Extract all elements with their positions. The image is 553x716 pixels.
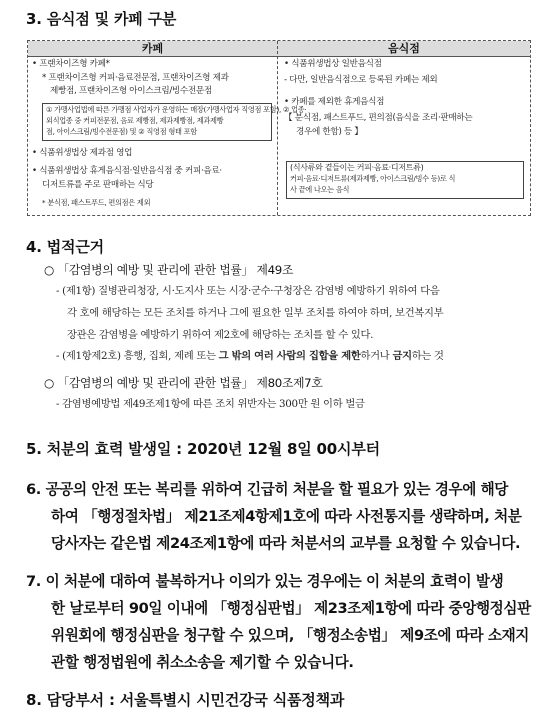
restaurant-note-box (286, 161, 524, 199)
law-reference: ○ 「감염병의 예방 및 관리에 관한 법률」 제80조제7호 (44, 376, 323, 390)
cafe-note-box (42, 103, 307, 141)
cafe-line: • 식품위생법상 휴게음식점·일반음식점 중 커피·음료· (32, 166, 222, 176)
section-6-line: 6. 공공의 안전 또는 복리를 위하여 긴급히 처분을 할 필요가 있는 경우에 해당 (26, 481, 508, 498)
column-divider (277, 41, 278, 215)
restaurant-line: - 다만, 일반음식점으로 등록된 카페는 제외 (284, 75, 438, 85)
section-7-line: 위원회에 행정심판을 청구할 수 있으며, 「행정소송법」 제9조에 따라 소재지 (51, 627, 529, 644)
restaurant-line: 경우에 한함) 등 】 (296, 127, 363, 137)
restaurant-note-line: (식사류와 곁들이는 커피·음료·디저트류) (290, 163, 424, 172)
section-6-line: 당사자는 같은법 제24조제1항에 따라 처분서의 교부를 요청할 수 있습니다. (51, 535, 521, 552)
restaurant-line: 【 분식점, 패스트푸드, 편의점(음식을 조리·판매하는 (284, 113, 473, 123)
restaurant-note-line: 커피·음료·디저트류(제과제빵, 아이스크림/빙수 등)로 식 (290, 174, 456, 183)
cafe-line: • 프랜차이즈형 카페* (32, 59, 110, 69)
law-text-line: 각 호에 해당하는 모든 조치를 하거나 그에 필요한 일부 조치를 하여야 하며, 보건복지부 (67, 307, 444, 319)
restaurant-line: • 식품위생법상 일반음식점 (284, 59, 382, 69)
cafe-note-line: ① 가맹사업법에 따른 가맹점 사업자가 운영하는 매장(가맹사업자 직영점 포함), ② 업종· (46, 105, 307, 114)
cafe-line: 제빵점, 프랜차이즈형 아이스크림/빙수전문점 (50, 86, 212, 96)
section-7-line: 한 날로부터 90일 이내에 「행정심판법」 제23조제1항에 따라 중앙행정심판 (51, 600, 531, 617)
law-text-emphasis: 금지 (392, 350, 412, 362)
law-text-line: - 감염병예방법 제49조제1항에 따른 조치 위반자는 300만 원 이하 벌금 (56, 398, 365, 410)
law-text-part: - (제1항제2호) 흥행, 집회, 제례 또는 (56, 350, 219, 362)
table-header (28, 41, 530, 57)
cafe-line: • 식품위생법상 제과점 영업 (32, 148, 133, 158)
cafe-note-line: 외식업종 중 커피전문점, 음료 제빵점, 제과제빵점, 제과제빵 (46, 116, 224, 125)
section-6-line: 하여 「행정절차법」 제21조제4항제1호에 따라 사전통지를 생략하며, 처분 (51, 508, 522, 525)
header-restaurant: 음식점 (388, 42, 420, 55)
law-text-line: 장관은 감염병을 예방하기 위하여 제2호에 해당하는 조치를 할 수 있다. (67, 329, 374, 341)
law-text-part: 하거나 (360, 350, 393, 362)
restaurant-note-line: 사 끝에 나오는 음식 (290, 185, 350, 194)
law-text-part: 하는 것 (411, 350, 444, 362)
law-reference: ○ 「감염병의 예방 및 관리에 관한 법률」 제49조 (44, 263, 294, 277)
section-4-title: 4. 법적근거 (26, 238, 104, 256)
cafe-footnote: * 분식점, 패스트푸드, 편의점은 제외 (42, 198, 151, 207)
cafe-line: * 프랜차이즈형 커피·음료전문점, 프랜차이즈형 제과 (42, 73, 229, 83)
section-3-title: 3. 음식점 및 카페 구분 (26, 10, 177, 28)
section-7-line: 관할 행정법원에 취소소송을 제기할 수 있습니다. (51, 654, 354, 671)
law-text-line: - (제1항) 질병관리청장, 시·도지사 또는 시장·군수·구청장은 감염병 예방하기 위하여 다음 (56, 285, 440, 297)
section-8-title: 8. 담당부서 : 서울특별시 시민건강국 식품정책과 (26, 691, 345, 709)
section-7-line: 7. 이 처분에 대하여 불복하거나 이의가 있는 경우에는 이 처분의 효력이 발생 (26, 573, 504, 590)
restaurant-line: • 카페를 제외한 휴게음식점 (284, 97, 385, 107)
law-text-emphasis: 그 밖의 여러 사람의 집합을 제한 (218, 350, 361, 362)
cafe-line: 디저트류를 주로 판매하는 식당 (42, 180, 154, 190)
cafe-restaurant-table (27, 40, 531, 216)
law-text-line (56, 349, 444, 363)
section-5-title: 5. 처분의 효력 발생일 : 2020년 12월 8일 00시부터 (26, 440, 380, 458)
cafe-note-line: 점, 아이스크림/빙수전문점) 및 ② 직영점 형태 포함 (46, 127, 197, 136)
header-cafe: 카페 (141, 42, 164, 55)
